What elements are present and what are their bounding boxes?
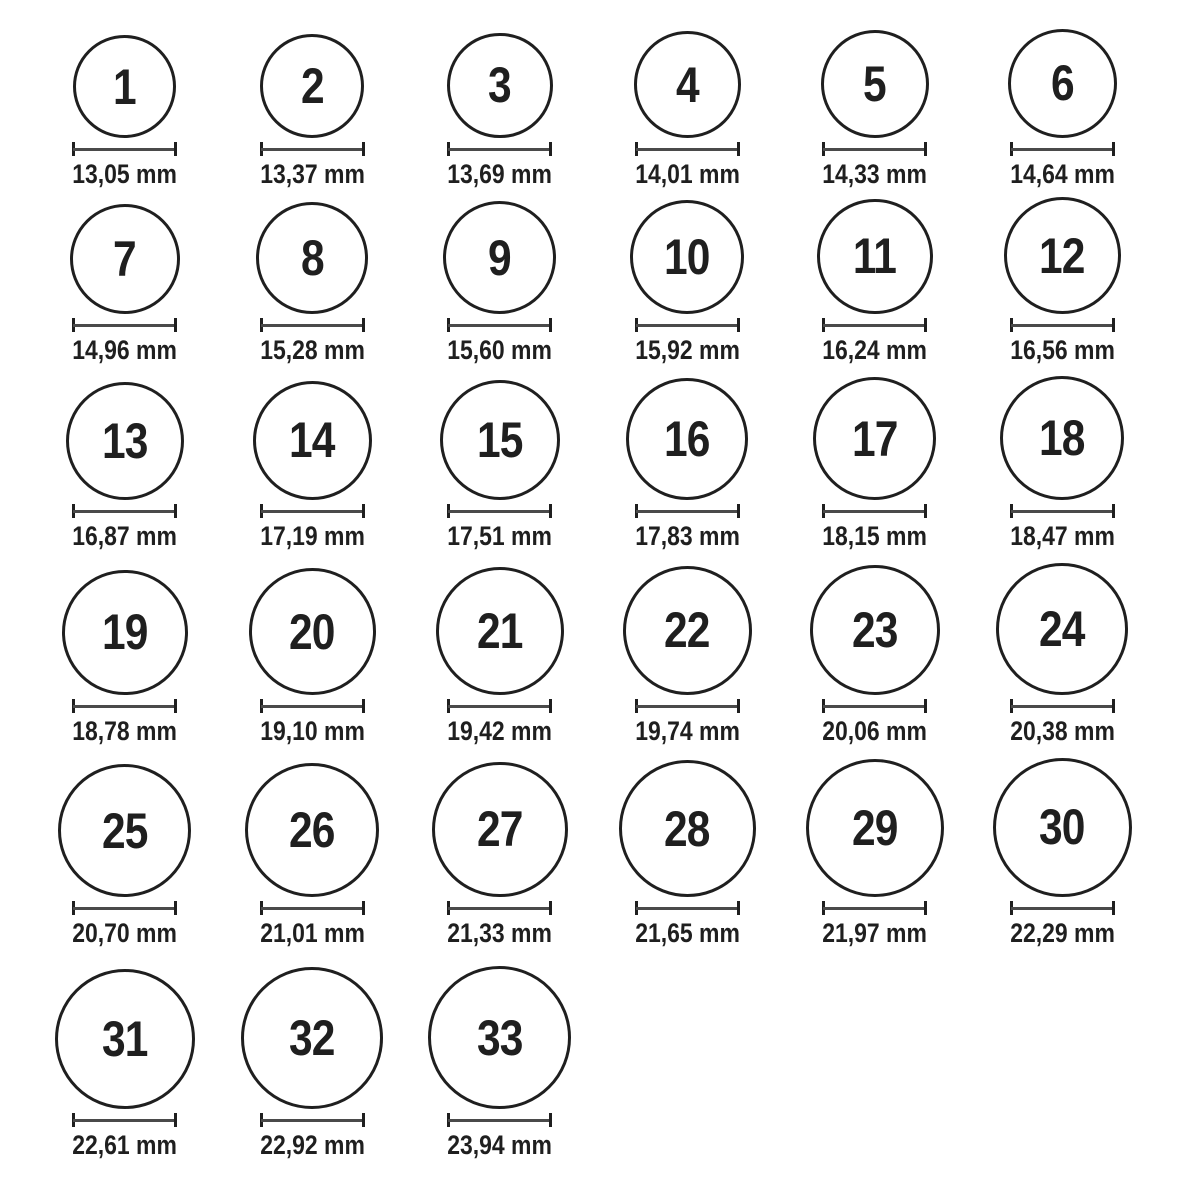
- ruler-right-tick-icon: [362, 504, 365, 518]
- ring-size-item: [406, 201, 594, 366]
- ruler-right-tick-icon: [1112, 318, 1115, 332]
- ruler-bar: [636, 324, 739, 327]
- ring-circle: [249, 568, 376, 695]
- diameter-ruler: [72, 1113, 177, 1127]
- diameter-ruler: [635, 318, 740, 332]
- ruler-bar: [73, 510, 176, 513]
- diameter-ruler: [72, 901, 177, 915]
- diameter-label: 16,24 mm: [822, 335, 928, 365]
- ring-circle: [813, 377, 936, 500]
- diameter-ruler: [822, 699, 927, 713]
- ruler-right-tick-icon: [1112, 699, 1115, 713]
- ring-size-item: [969, 563, 1157, 747]
- ruler-right-tick-icon: [737, 142, 740, 156]
- ring-size-item: [594, 200, 782, 366]
- ring-circle: [245, 763, 379, 897]
- diameter-ruler: [72, 142, 177, 156]
- ruler-bar: [636, 148, 739, 151]
- ring-circle: [447, 33, 553, 139]
- ruler-right-tick-icon: [362, 901, 365, 915]
- diameter-label: 16,87 mm: [72, 521, 178, 551]
- diameter-ruler: [635, 142, 740, 156]
- ring-size-number: 15: [476, 411, 523, 468]
- ruler-bar: [73, 1119, 176, 1122]
- ring-size-number: 9: [488, 229, 512, 286]
- ruler-right-tick-icon: [1112, 901, 1115, 915]
- ruler-bar: [1011, 148, 1114, 151]
- ring-size-number: 5: [863, 56, 887, 112]
- ring-size-item: [219, 568, 407, 747]
- diameter-ruler: [822, 504, 927, 518]
- ruler-right-tick-icon: [549, 699, 552, 713]
- ruler-bar: [261, 148, 364, 151]
- ruler-bar: [73, 705, 176, 708]
- ring-size-number: 2: [300, 57, 324, 114]
- ring-size-item: [406, 567, 594, 747]
- ruler-right-tick-icon: [174, 142, 177, 156]
- ruler-right-tick-icon: [174, 1113, 177, 1127]
- ring-size-item: [594, 378, 782, 552]
- ring-circle: [443, 201, 556, 314]
- diameter-label: 20,38 mm: [1009, 716, 1115, 746]
- diameter-ruler: [1010, 901, 1115, 915]
- ring-circle: [436, 567, 564, 695]
- diameter-ruler: [260, 504, 365, 518]
- diameter-ruler: [447, 901, 552, 915]
- ruler-right-tick-icon: [924, 901, 927, 915]
- ring-size-item: [31, 969, 219, 1162]
- ruler-bar: [823, 148, 926, 151]
- ring-size-number: 21: [476, 603, 523, 659]
- diameter-ruler: [822, 901, 927, 915]
- ring-size-number: 22: [664, 602, 711, 659]
- diameter-label: 17,19 mm: [259, 521, 365, 551]
- ring-size-number: 28: [664, 800, 711, 857]
- diameter-label: 19,74 mm: [634, 716, 740, 746]
- ring-circle: [810, 565, 941, 696]
- ruler-right-tick-icon: [1112, 504, 1115, 518]
- ring-size-item: [969, 376, 1157, 552]
- ring-size-item: [406, 762, 594, 950]
- ruler-bar: [823, 907, 926, 910]
- diameter-label: 22,61 mm: [72, 1130, 178, 1160]
- ruler-bar: [448, 907, 551, 910]
- ring-circle: [634, 31, 741, 138]
- ring-size-number: 26: [289, 801, 336, 858]
- ring-circle: [817, 199, 933, 315]
- ring-circle: [619, 760, 756, 897]
- ring-size-number: 30: [1039, 799, 1086, 856]
- diameter-label: 21,33 mm: [447, 918, 553, 948]
- diameter-ruler: [1010, 699, 1115, 713]
- chart-row-4: [31, 552, 1200, 747]
- ring-size-item: [969, 758, 1157, 949]
- ruler-right-tick-icon: [174, 901, 177, 915]
- diameter-label: 23,94 mm: [447, 1130, 553, 1160]
- ruler-bar: [448, 1119, 551, 1122]
- ruler-bar: [823, 510, 926, 513]
- ring-size-number: 14: [289, 412, 336, 469]
- ring-circle: [66, 382, 184, 500]
- diameter-label: 17,83 mm: [634, 521, 740, 551]
- ruler-right-tick-icon: [549, 142, 552, 156]
- diameter-ruler: [447, 1113, 552, 1127]
- ruler-right-tick-icon: [362, 699, 365, 713]
- ruler-right-tick-icon: [174, 504, 177, 518]
- ring-size-item: [781, 199, 969, 367]
- ruler-bar: [823, 324, 926, 327]
- ring-size-item: [406, 33, 594, 191]
- ring-circle: [256, 202, 368, 314]
- ring-circle: [806, 759, 944, 897]
- ruler-right-tick-icon: [362, 1113, 365, 1127]
- diameter-label: 19,42 mm: [447, 716, 553, 746]
- ruler-right-tick-icon: [737, 901, 740, 915]
- ring-size-item: [969, 29, 1157, 190]
- ring-size-number: 16: [664, 411, 711, 468]
- ruler-bar: [636, 705, 739, 708]
- ring-circle: [62, 570, 188, 696]
- ring-size-item: [781, 759, 969, 949]
- diameter-ruler: [635, 504, 740, 518]
- ruler-right-tick-icon: [549, 504, 552, 518]
- ring-size-number: 32: [289, 1010, 336, 1067]
- diameter-label: 15,28 mm: [259, 335, 365, 365]
- chart-row-6: [31, 949, 1200, 1161]
- diameter-label: 18,47 mm: [1009, 521, 1115, 551]
- chart-row-1: [31, 0, 1200, 190]
- ring-size-number: 11: [853, 228, 897, 285]
- chart-row-2: [31, 190, 1200, 366]
- diameter-ruler: [1010, 504, 1115, 518]
- ring-size-item: [781, 30, 969, 190]
- diameter-label: 15,60 mm: [447, 335, 553, 365]
- ruler-bar: [73, 324, 176, 327]
- diameter-ruler: [1010, 142, 1115, 156]
- diameter-ruler: [260, 699, 365, 713]
- ring-size-item: [31, 764, 219, 949]
- ruler-bar: [1011, 324, 1114, 327]
- ring-size-item: [406, 966, 594, 1161]
- ruler-bar: [1011, 907, 1114, 910]
- ruler-bar: [636, 907, 739, 910]
- ruler-right-tick-icon: [362, 142, 365, 156]
- ring-size-number: 17: [851, 410, 898, 467]
- ring-circle: [58, 764, 191, 897]
- ruler-right-tick-icon: [924, 699, 927, 713]
- diameter-ruler: [635, 699, 740, 713]
- diameter-ruler: [447, 699, 552, 713]
- ring-size-item: [969, 197, 1157, 366]
- diameter-label: 16,56 mm: [1009, 335, 1115, 365]
- ruler-right-tick-icon: [737, 504, 740, 518]
- diameter-ruler: [822, 142, 927, 156]
- ruler-bar: [261, 510, 364, 513]
- diameter-ruler: [447, 318, 552, 332]
- ring-size-number: 13: [101, 413, 148, 469]
- ring-size-number: 8: [300, 230, 324, 287]
- ring-circle: [55, 969, 196, 1110]
- diameter-label: 14,33 mm: [822, 159, 928, 189]
- ring-size-number: 18: [1039, 409, 1086, 466]
- ring-circle: [993, 758, 1132, 897]
- ruler-right-tick-icon: [174, 699, 177, 713]
- diameter-label: 22,29 mm: [1009, 918, 1115, 948]
- ruler-right-tick-icon: [1112, 142, 1115, 156]
- ruler-bar: [823, 705, 926, 708]
- ring-circle: [428, 966, 571, 1109]
- ring-size-number: 3: [488, 57, 512, 114]
- ruler-right-tick-icon: [737, 318, 740, 332]
- ruler-bar: [636, 510, 739, 513]
- ring-size-number: 7: [113, 230, 137, 287]
- diameter-ruler: [260, 318, 365, 332]
- diameter-label: 17,51 mm: [447, 521, 553, 551]
- ring-size-number: 10: [664, 228, 711, 285]
- ring-size-item: [219, 763, 407, 949]
- ruler-right-tick-icon: [549, 901, 552, 915]
- ring-size-item: [594, 566, 782, 747]
- diameter-label: 19,10 mm: [259, 716, 365, 746]
- ring-size-number: 19: [101, 604, 148, 661]
- ring-circle: [1004, 197, 1121, 314]
- ring-size-item: [781, 565, 969, 748]
- ring-size-item: [219, 967, 407, 1161]
- ring-circle: [440, 380, 561, 501]
- ring-size-item: [219, 34, 407, 190]
- ring-size-number: 27: [476, 801, 523, 858]
- diameter-label: 21,01 mm: [259, 918, 365, 948]
- diameter-label: 21,97 mm: [822, 918, 928, 948]
- ring-circle: [260, 34, 364, 138]
- ring-size-item: [219, 381, 407, 552]
- ruler-bar: [448, 148, 551, 151]
- diameter-ruler: [260, 142, 365, 156]
- ruler-right-tick-icon: [174, 318, 177, 332]
- diameter-label: 21,65 mm: [634, 918, 740, 948]
- diameter-label: 18,15 mm: [822, 521, 928, 551]
- diameter-label: 14,96 mm: [72, 335, 178, 365]
- diameter-ruler: [822, 318, 927, 332]
- diameter-ruler: [635, 901, 740, 915]
- ruler-right-tick-icon: [549, 1113, 552, 1127]
- ring-size-item: [781, 377, 969, 552]
- ring-size-item: [594, 31, 782, 190]
- diameter-label: 13,69 mm: [447, 159, 553, 189]
- diameter-ruler: [1010, 318, 1115, 332]
- diameter-label: 20,06 mm: [822, 716, 928, 746]
- chart-row-5: [31, 747, 1200, 949]
- ring-size-item: [31, 204, 219, 367]
- ruler-bar: [448, 510, 551, 513]
- ring-size-number: 33: [476, 1009, 523, 1066]
- ring-size-number: 1: [113, 58, 137, 115]
- ring-size-item: [406, 380, 594, 553]
- diameter-ruler: [447, 142, 552, 156]
- diameter-ruler: [72, 699, 177, 713]
- ruler-right-tick-icon: [737, 699, 740, 713]
- diameter-ruler: [260, 1113, 365, 1127]
- ring-size-item: [219, 202, 407, 366]
- ring-circle: [73, 35, 176, 138]
- ring-size-number: 12: [1039, 227, 1086, 284]
- diameter-ruler: [447, 504, 552, 518]
- chart-row-3: [31, 366, 1200, 552]
- ring-size-number: 29: [851, 800, 898, 856]
- ruler-bar: [261, 907, 364, 910]
- ruler-bar: [1011, 705, 1114, 708]
- ring-circle: [626, 378, 748, 500]
- ring-circle: [996, 563, 1128, 695]
- ruler-right-tick-icon: [924, 142, 927, 156]
- ring-circle: [630, 200, 744, 314]
- diameter-label: 18,78 mm: [72, 716, 178, 746]
- diameter-ruler: [260, 901, 365, 915]
- ring-size-number: 31: [101, 1010, 148, 1067]
- ruler-bar: [1011, 510, 1114, 513]
- ruler-bar: [261, 324, 364, 327]
- ruler-right-tick-icon: [362, 318, 365, 332]
- ruler-bar: [73, 907, 176, 910]
- ring-size-number: 24: [1039, 601, 1086, 658]
- ring-size-item: [594, 760, 782, 949]
- ring-circle: [1000, 376, 1124, 500]
- ruler-bar: [261, 1119, 364, 1122]
- ring-size-number: 4: [675, 56, 699, 113]
- diameter-label: 22,92 mm: [259, 1130, 365, 1160]
- ring-size-number: 20: [289, 603, 336, 660]
- diameter-label: 14,64 mm: [1009, 159, 1115, 189]
- diameter-label: 13,05 mm: [72, 159, 178, 189]
- ring-circle: [1008, 29, 1117, 138]
- ring-size-number: 23: [851, 601, 898, 658]
- ring-circle: [623, 566, 752, 695]
- ring-size-number: 25: [101, 802, 148, 859]
- ruler-bar: [73, 148, 176, 151]
- diameter-label: 14,01 mm: [634, 159, 740, 189]
- ring-circle: [70, 204, 181, 315]
- diameter-label: 20,70 mm: [72, 918, 178, 948]
- ring-circle: [821, 30, 929, 138]
- diameter-label: 15,92 mm: [634, 335, 740, 365]
- ring-size-item: [31, 570, 219, 748]
- ruler-bar: [448, 324, 551, 327]
- ruler-bar: [261, 705, 364, 708]
- ring-circle: [241, 967, 383, 1109]
- ruler-bar: [448, 705, 551, 708]
- ring-circle: [432, 762, 568, 898]
- ring-circle: [253, 381, 372, 500]
- ring-size-item: [31, 35, 219, 190]
- ruler-right-tick-icon: [549, 318, 552, 332]
- diameter-label: 13,37 mm: [259, 159, 365, 189]
- ruler-right-tick-icon: [924, 318, 927, 332]
- diameter-ruler: [72, 318, 177, 332]
- ruler-right-tick-icon: [924, 504, 927, 518]
- ring-size-number: 6: [1050, 55, 1074, 112]
- diameter-ruler: [72, 504, 177, 518]
- ring-size-item: [31, 382, 219, 552]
